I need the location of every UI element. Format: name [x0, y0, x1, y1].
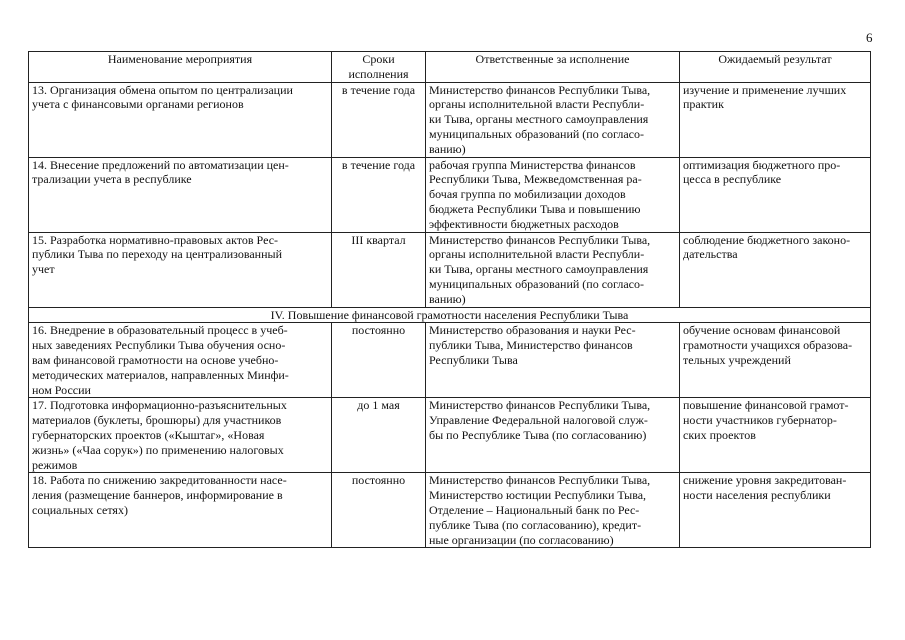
table-header-row [29, 52, 871, 83]
action-plan-table [28, 51, 871, 548]
table-row [29, 232, 871, 307]
table-row [29, 473, 871, 548]
expected-result: повышение финансовой грамот- ности участников губернатор- ских проектов [680, 398, 871, 473]
deadline: в течение года [332, 82, 426, 157]
expected-result: оптимизация бюджетного про- цесса в республике [680, 157, 871, 232]
header-expected-result: Ожидаемый результат [680, 52, 871, 83]
deadline: в течение года [332, 157, 426, 232]
table-row [29, 157, 871, 232]
responsible: Министерство финансов Республики Тыва, Управление Федеральной налоговой служ- бы по Республике Тыва (по согласованию) [426, 398, 680, 473]
expected-result: изучение и применение лучших практик [680, 82, 871, 157]
responsible: рабочая группа Министерства финансов Республики Тыва, Межведомственная ра- бочая группа по мобилизации доходов бюджета Республики Тыва и повышению эффективности бюджетных расходов [426, 157, 680, 232]
responsible: Министерство финансов Республики Тыва, Министерство юстиции Республики Тыва, Отделение – Национальный банк по Рес- публике Тыва (по согласованию), кредит- ные организации (по согласованию) [426, 473, 680, 548]
header-activity-name: Наименование мероприятия [29, 52, 332, 83]
deadline: постоянно [332, 473, 426, 548]
section-heading: IV. Повышение финансовой грамотности населения Республики Тыва [29, 307, 871, 323]
activity-name: 16. Внедрение в образовательный процесс в учеб- ных заведениях Республики Тыва обучения осно- вам финансовой грамотности на основе учебно- методических материалов, направленных Минфи- ном России [29, 323, 332, 398]
activity-name: 18. Работа по снижению закредитованности насе- ления (размещение баннеров, информирование в социальных сетях) [29, 473, 332, 548]
responsible: Министерство финансов Республики Тыва, органы исполнительной власти Республи- ки Тыва, органы местного самоуправления муниципальных образований (по согласо- ванию) [426, 232, 680, 307]
responsible: Министерство финансов Республики Тыва, органы исполнительной власти Республи- ки Тыва, органы местного самоуправления муниципальных образований (по согласо- ванию) [426, 82, 680, 157]
deadline: постоянно [332, 323, 426, 398]
table-row [29, 398, 871, 473]
responsible: Министерство образования и науки Рес- публики Тыва, Министерство финансов Республики Тыва [426, 323, 680, 398]
header-deadline: Сроки исполнения [332, 52, 426, 83]
table-row [29, 323, 871, 398]
expected-result: соблюдение бюджетного законо- дательства [680, 232, 871, 307]
deadline: III квартал [332, 232, 426, 307]
activity-name: 14. Внесение предложений по автоматизации цен- трализации учета в республике [29, 157, 332, 232]
header-responsible: Ответственные за исполнение [426, 52, 680, 83]
activity-name: 15. Разработка нормативно-правовых актов Рес- публики Тыва по переходу на централизованный учет [29, 232, 332, 307]
table-row [29, 82, 871, 157]
deadline: до 1 мая [332, 398, 426, 473]
expected-result: снижение уровня закредитован- ности населения республики [680, 473, 871, 548]
page-number: 6 [866, 30, 873, 45]
activity-name: 17. Подготовка информационно-разъяснительных материалов (буклеты, брошюры) для участников губернаторских проектов («Кыштаг», «Новая жизнь» («Чаа сорук») по применению налоговых режимов [29, 398, 332, 473]
activity-name: 13. Организация обмена опытом по централизации учета с финансовыми органами регионов [29, 82, 332, 157]
expected-result: обучение основам финансовой грамотности учащихся образова- тельных учреждений [680, 323, 871, 398]
section-heading-row [29, 307, 871, 323]
